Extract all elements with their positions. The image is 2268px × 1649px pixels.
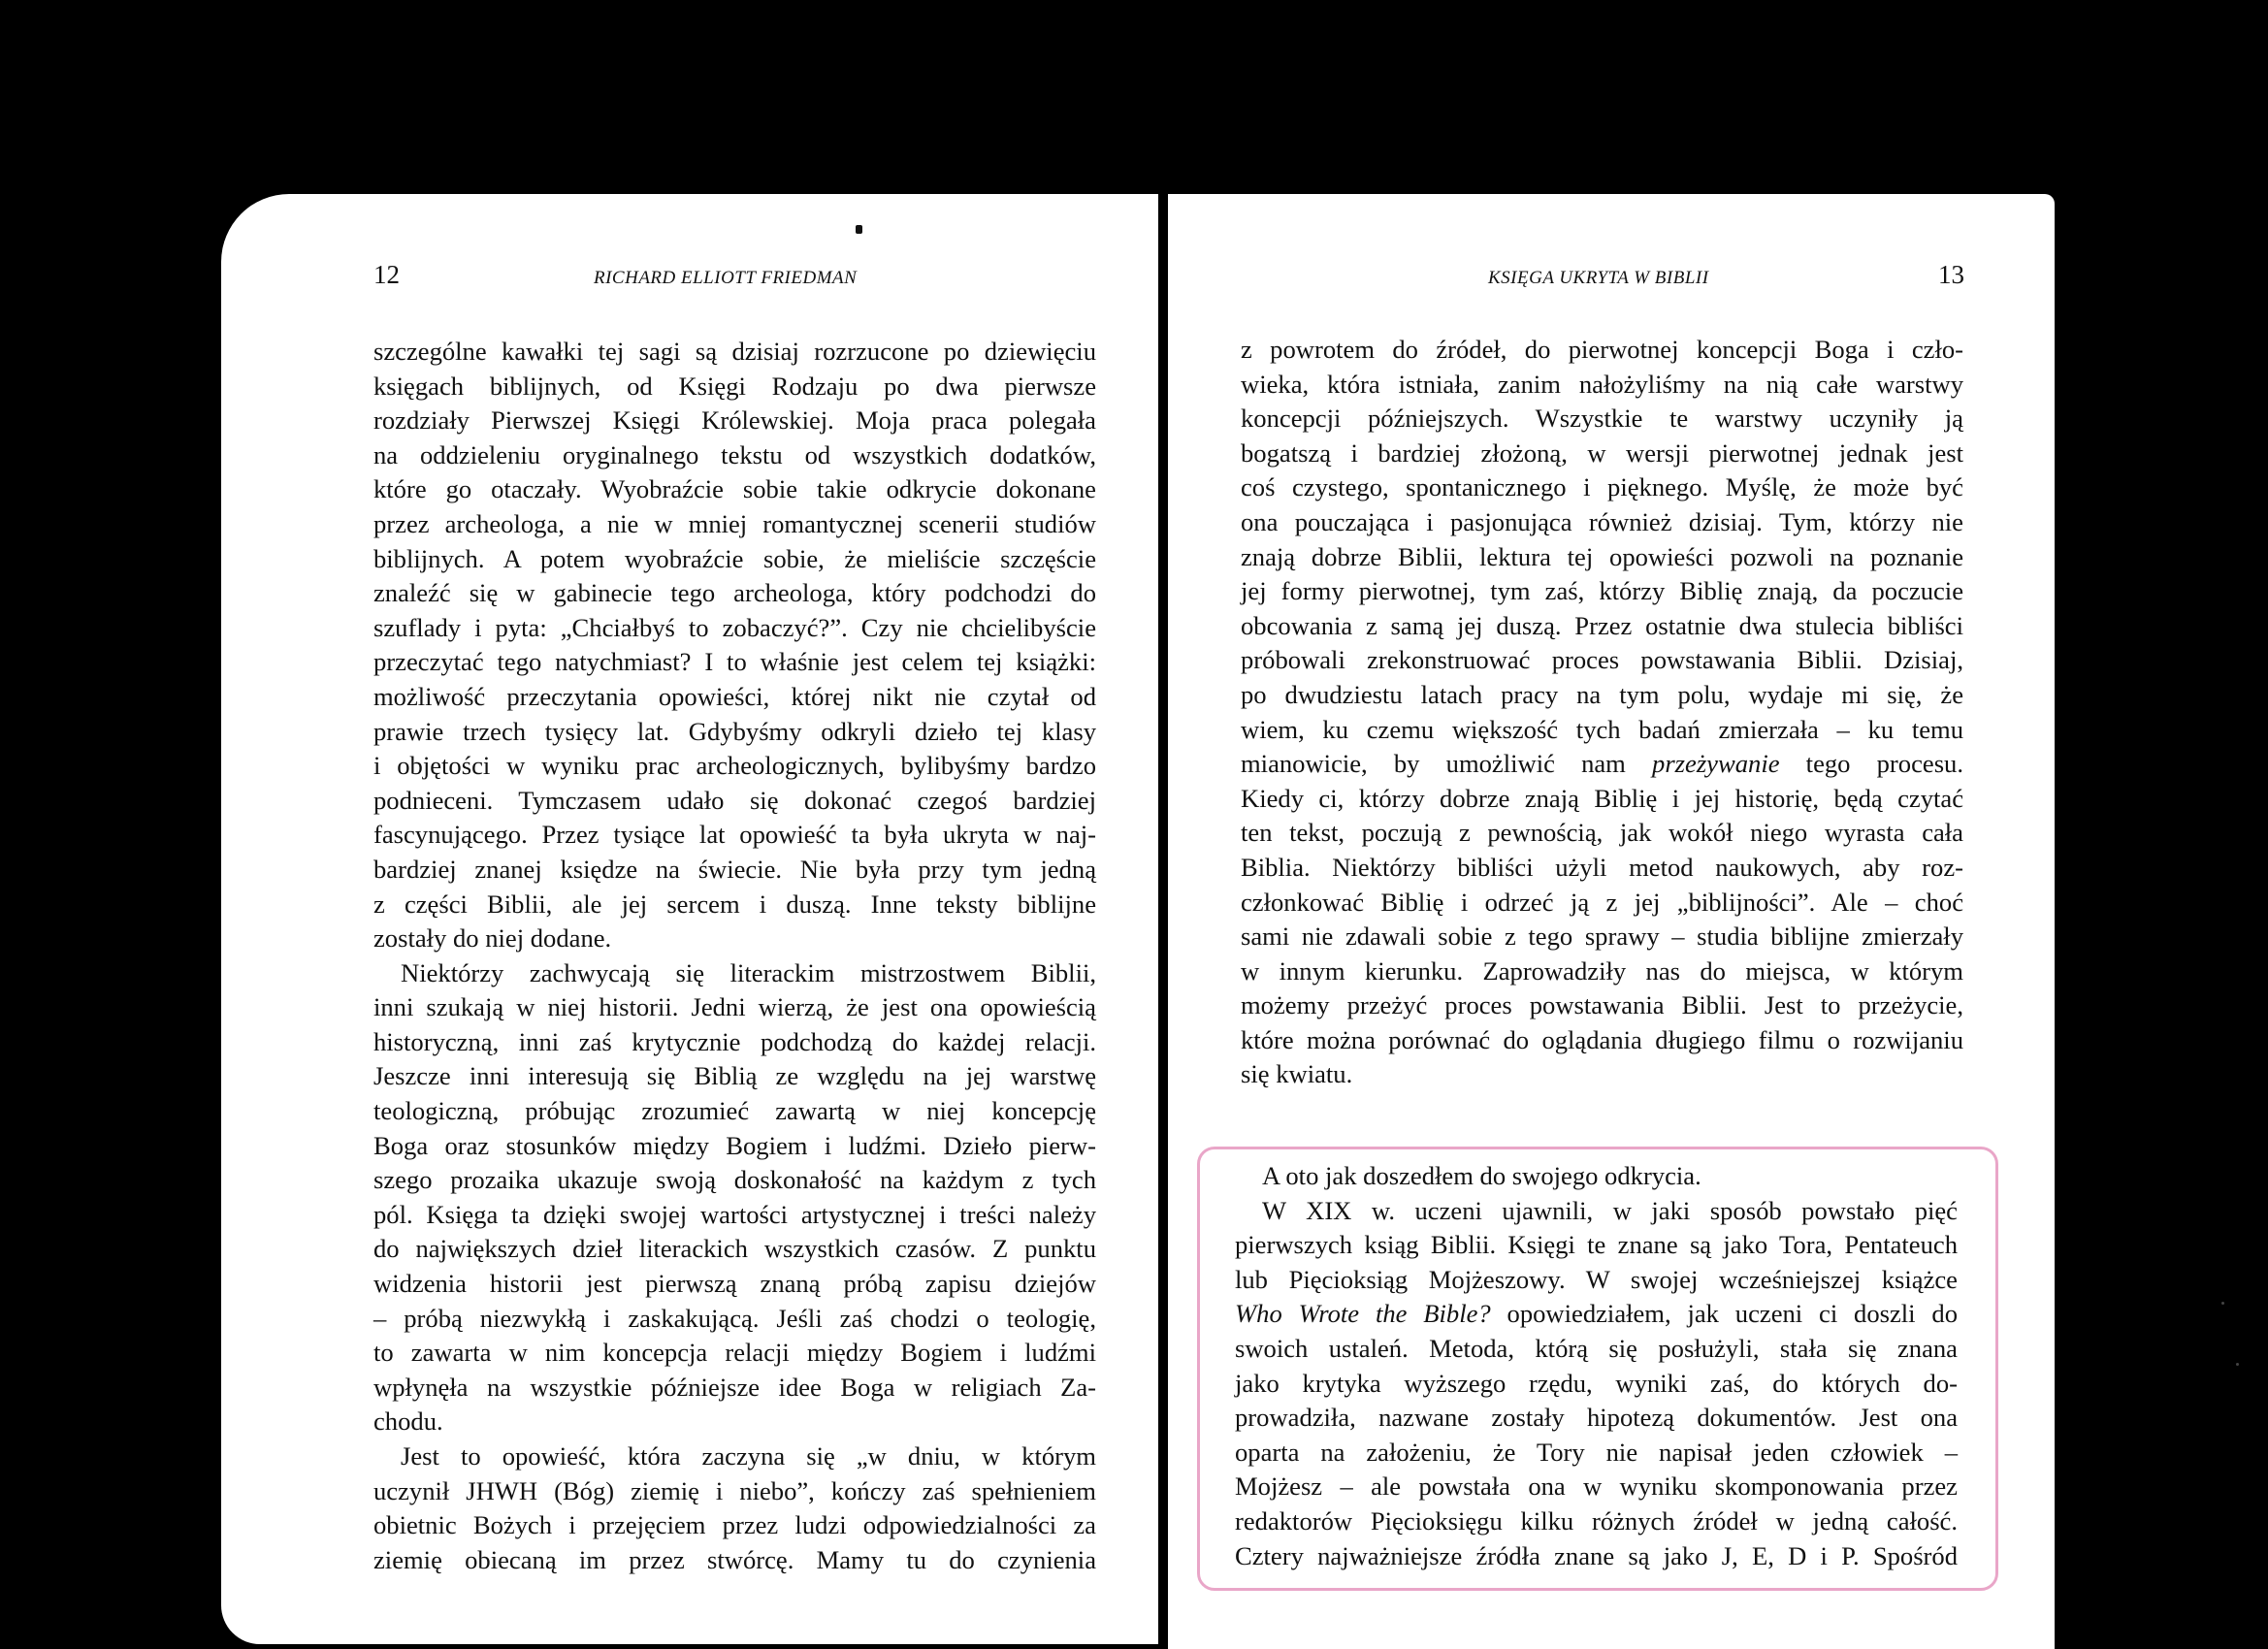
text-line: prowadziła, nazwane zostały hipotezą dokumentów. Jest ona (1235, 1403, 1958, 1433)
right-page-number: 13 (1938, 260, 1964, 289)
text-line: mianowicie, by umożliwić nam przeżywanie tego procesu. (1241, 749, 1963, 779)
text-line: teologiczną, próbując zrozumieć zawartą w niej koncepcję (373, 1096, 1096, 1126)
ink-mark (856, 225, 862, 234)
text-line: Niektórzy zachwycają się literackim mistrzostwem Biblii, (401, 957, 1096, 987)
text-line: szczególne kawałki tej sagi są dzisiaj rozrzucone po dziewięciu (373, 337, 1096, 366)
text-line: po dwudziestu latach pracy na tym polu, wydaje mi się, że (1241, 679, 1963, 709)
text-line: historyczną, inni zaś krytycznie podchodzą do każdej relacji. (373, 1026, 1096, 1056)
text-line: możemy przeżyć proces powstawania Biblii. Jest to przeżycie, (1241, 990, 1963, 1020)
text-line: ziemię obiecaną im przez stwórcę. Mamy tu do czynienia (373, 1544, 1096, 1574)
text-line: w innym kierunku. Zaprowadziły nas do miejsca, w którym (1241, 955, 1963, 986)
text-line: z części Biblii, ale jej sercem i duszą. Inne teksty biblijne (373, 889, 1096, 919)
text-line: znają dobrze Biblii, lektura tej opowieści pozwoli na poznanie (1241, 541, 1963, 571)
text-line: zostały do niej dodane. (373, 923, 612, 954)
text-line: na oddzieleniu oryginalnego tekstu od wszystkich dodatków, (373, 439, 1096, 469)
text-line: Jest to opowieść, która zaczyna się „w dniu, w którym (401, 1441, 1096, 1471)
text-line: i objętości w wyniku prac archeologicznych, bylibyśmy bardzo (373, 751, 1096, 781)
highlighted-passage (1235, 1159, 1958, 1573)
text-line: Boga oraz stosunków między Bogiem i ludźmi. Dzieło pierw- (373, 1130, 1096, 1160)
text-line: sami nie zdawali sobie z tego sprawy – studia biblijne zmierzały (1241, 922, 1963, 952)
text-line: Biblia. Niektórzy bibliści użyli metod naukowych, aby roz- (1241, 852, 1963, 882)
text-line: W XIX w. uczeni ujawnili, w jaki sposób powstało pięć (1262, 1195, 1958, 1225)
text-line: znaleźć się w gabinecie tego archeologa, który podchodzi do (373, 578, 1096, 608)
text-line: biblijnych. A potem wyobraźcie sobie, że mieliście szczęście (373, 543, 1096, 573)
text-line: rozdziały Pierwszej Księgi Królewskiej. Moja praca polegała (373, 405, 1096, 436)
text-line: ten tekst, poczują z pewnością, jak wokół niego wyrasta cała (1241, 818, 1963, 848)
text-line: lub Pięcioksiąg Mojżeszowy. W swojej wcześniejszej książce (1235, 1264, 1958, 1294)
text-line: inni szukają w niej historii. Jedni wierzą, że jest ona opowieścią (373, 992, 1096, 1022)
text-line: jej formy pierwotnej, tym zaś, którzy Biblię znają, da poczucie (1241, 576, 1963, 606)
right-running-head: KSIĘGA UKRYTA W BIBLII (1488, 268, 1709, 288)
text-line: jako krytyka wyższego rzędu, wyniki zaś, do których do- (1235, 1368, 1958, 1398)
book-spine (1158, 194, 1168, 1649)
text-line: które można porównać do oglądania długiego filmu o rozwijaniu (1241, 1024, 1963, 1054)
left-running-head: RICHARD ELLIOTT FRIEDMAN (594, 268, 858, 288)
text-line: bogatszą i bardziej złożoną, w wersji pierwotnej jednak jest (1241, 437, 1963, 468)
text-line: koncepcji późniejszych. Wszystkie te warstwy uczyniły ją (1241, 404, 1963, 434)
text-line: bardziej znanej księdze na świecie. Nie była przy tym jedną (373, 854, 1096, 884)
text-line: się kwiatu. (1241, 1059, 1353, 1089)
text-line: – próbą niezwykłą i zaskakującą. Jeśli zaś chodzi o teologię, (373, 1303, 1096, 1333)
text-line: Who Wrote the Bible? opowiedziałem, jak uczeni ci doszli do (1235, 1299, 1958, 1329)
text-line: widzenia historii jest pierwszą znaną próbą zapisu dziejów (373, 1269, 1096, 1299)
text-line: do największych dzieł literackich wszystkich czasów. Z punktu (373, 1234, 1096, 1264)
text-line: przeczytać tego natychmiast? I to właśnie jest celem tej książki: (373, 647, 1096, 677)
text-line: fascynującego. Przez tysiące lat opowieść ta była ukryta w naj- (373, 820, 1096, 850)
text-line: szego prozaika ukazuje swoją doskonałość na każdym z tych (373, 1165, 1096, 1195)
text-line: obcowania z samą jej duszą. Przez ostatnie dwa stulecia bibliści (1241, 610, 1963, 640)
text-line: które go otaczały. Wyobraźcie sobie takie odkrycie dokonane (373, 474, 1096, 504)
text-line: członkować Biblię i odrzeć ją z jej „biblijności”. Ale – choć (1241, 887, 1963, 917)
text-line: coś czystego, spontanicznego i pięknego. Myślę, że może być (1241, 472, 1963, 502)
text-line: z powrotem do źródeł, do pierwotnej koncepcji Boga i czło- (1241, 335, 1963, 364)
text-line: podnieceni. Tymczasem udało się dokonać czegoś bardziej (373, 785, 1096, 815)
text-line: Jeszcze inni interesują się Biblią ze względu na jej warstwę (373, 1061, 1096, 1091)
text-line: to zawarta w nim koncepcja relacji między Bogiem i ludźmi (373, 1338, 1096, 1368)
text-line: prawie trzech tysięcy lat. Gdybyśmy odkryli dzieło tej klasy (373, 716, 1096, 746)
right-page-body (1241, 333, 1963, 1092)
text-line: swoich ustaleń. Metoda, którą się posłużyli, stała się znana (1235, 1333, 1958, 1363)
left-page-body (373, 335, 1096, 1577)
text-line: chodu. (373, 1406, 443, 1437)
text-line: przez archeologa, a nie w mniej romantycznej scenerii studiów (373, 508, 1096, 538)
text-line: oparta na założeniu, że Tory nie napisał jeden człowiek – (1235, 1437, 1958, 1467)
scan-speck (2221, 1302, 2224, 1305)
text-line: szuflady i pyta: „Chciałbyś to zobaczyć?”. Czy nie chcielibyście (373, 612, 1096, 642)
text-line: A oto jak doszedłem do swojego odkrycia. (1262, 1161, 1701, 1190)
scan-speck (2236, 1363, 2239, 1366)
text-line: obietnic Bożych i przejęciem przez ludzi odpowiedzialności za (373, 1510, 1096, 1540)
text-line: uczynił JHWH (Bóg) ziemię i niebo”, kończy zaś spełnieniem (373, 1475, 1096, 1505)
left-page-number: 12 (373, 260, 400, 289)
text-line: wpłynęła na wszystkie późniejsze idee Boga w religiach Za- (373, 1372, 1096, 1402)
text-line: wiem, ku czemu większość tych badań zmierzała – ku temu (1241, 714, 1963, 744)
text-line: pól. Księga ta dzięki swojej wartości artystycznej i treści należy (373, 1199, 1096, 1229)
text-line: próbowali zrekonstruować proces powstawania Biblii. Dzisiaj, (1241, 645, 1963, 675)
text-line: możliwość przeczytania opowieści, której nikt nie czytał od (373, 681, 1096, 711)
text-line: Kiedy ci, którzy dobrze znają Biblię i jej historię, będą czytać (1241, 783, 1963, 813)
text-line: Cztery najważniejsze źródła znane są jako J, E, D i P. Spośród (1235, 1540, 1958, 1570)
text-line: pierwszych ksiąg Biblii. Księgi te znane są jako Tora, Pentateuch (1235, 1230, 1958, 1260)
text-line: księgach biblijnych, od Księgi Rodzaju po dwa pierwsze (373, 371, 1096, 401)
text-line: redaktorów Pięcioksięgu kilku różnych źródeł w jedną całość. (1235, 1505, 1958, 1536)
text-line: Mojżesz – ale powstała ona w wyniku skomponowania przez (1235, 1471, 1958, 1502)
text-line: ona pouczająca i pasjonująca również dzisiaj. Tym, którzy nie (1241, 506, 1963, 536)
text-line: wieka, która istniała, zanim nałożyliśmy na nią całe warstwy (1241, 369, 1963, 399)
